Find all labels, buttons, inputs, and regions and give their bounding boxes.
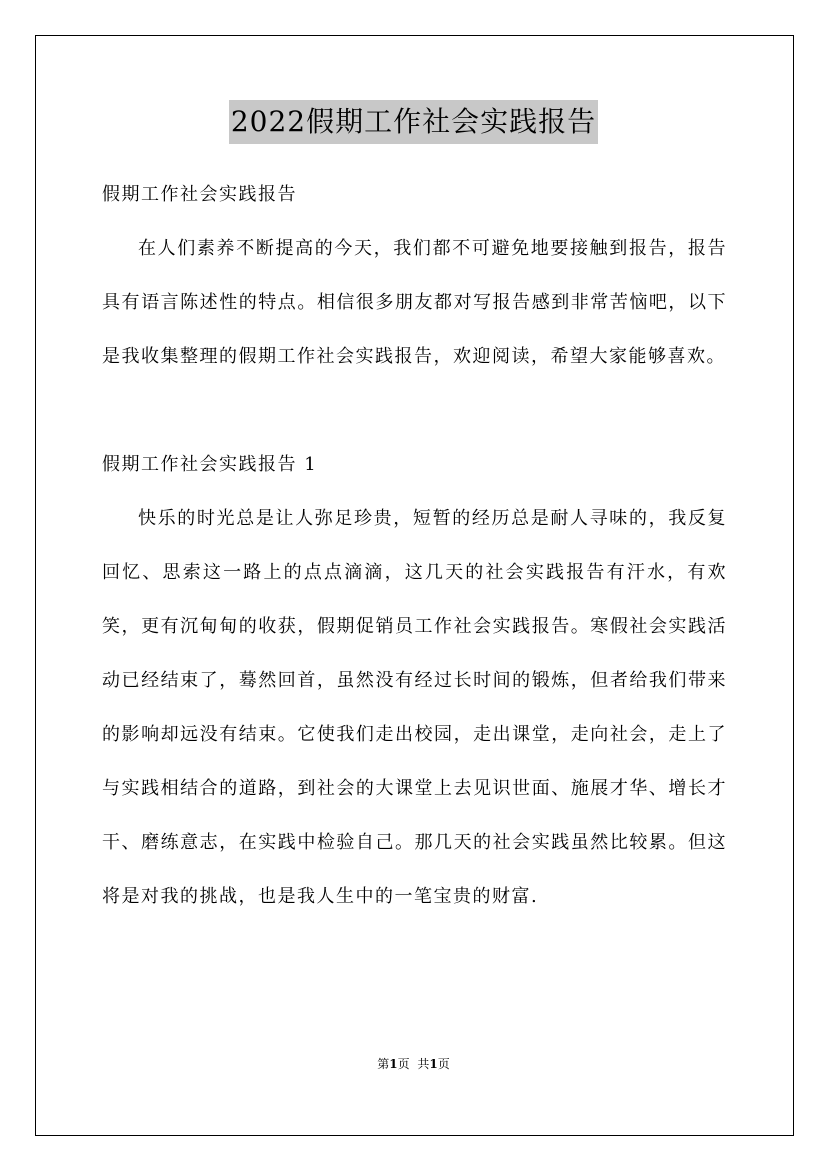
total-pages: 1 <box>429 1057 438 1071</box>
title-container <box>0 100 827 144</box>
document-body <box>102 168 727 924</box>
total-suffix: 页 <box>437 1057 450 1071</box>
page-number: 1 <box>389 1057 398 1071</box>
total-prefix: 共 <box>417 1057 430 1071</box>
page-prefix: 第 <box>377 1057 390 1071</box>
page-footer <box>0 1055 827 1072</box>
intro-paragraph: 在人们素养不断提高的今天，我们都不可避免地要接触到报告，报告具有语言陈述性的特点。相信很多朋友都对写报告感到非常苦恼吧，以下是我收集整理的假期工作社会实践报告，欢迎阅读，希望大家能够喜欢。 <box>102 238 727 367</box>
section-gap <box>102 384 727 438</box>
section1-paragraph: 快乐的时光总是让人弥足珍贵，短暂的经历总是耐人寻味的，我反复回忆、思索这一路上的点点滴滴，这几天的社会实践报告有汗水，有欢笑，更有沉甸甸的收获，假期促销员工作社会实践报告。寒假社会实践活动已经结束了，蓦然回首，虽然没有经过长时间的锻炼，但者给我们带来的影响却远没有结束。它使我们走出校园，走出课堂，走向社会，走上了与实践相结合的道路，到社会的大课堂上去见识世面、施展才华、增长才干、磨练意志，在实践中检验自己。那几天的社会实践虽然比较累。但这将是对我的挑战，也是我人生中的一笔宝贵的财富. <box>102 508 727 907</box>
intro-heading: 假期工作社会实践报告 <box>102 184 297 205</box>
document-title: 2022假期工作社会实践报告 <box>229 100 598 144</box>
section1-heading: 假期工作社会实践报告 1 <box>102 454 318 475</box>
page-suffix: 页 <box>397 1057 410 1071</box>
